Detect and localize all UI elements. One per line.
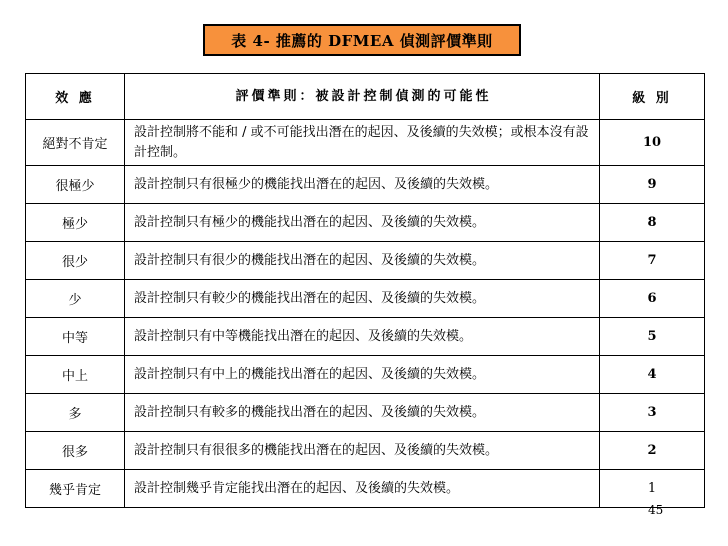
row-effect: 極少 xyxy=(26,204,125,242)
row-rank: 9 xyxy=(600,166,705,204)
row-effect: 多 xyxy=(26,394,125,432)
table-row xyxy=(26,242,705,280)
row-criteria: 設計控制只有很少的機能找出潛在的起因、及後續的失效模。 xyxy=(125,242,600,280)
row-criteria: 設計控制只有極少的機能找出潛在的起因、及後續的失效模。 xyxy=(125,204,600,242)
header-criteria: 評價準則：被設計控制偵測的可能性 xyxy=(125,74,600,120)
page-number: 45 xyxy=(648,503,664,517)
row-effect: 絕對不肯定 xyxy=(26,120,125,166)
row-effect: 中上 xyxy=(26,356,125,394)
row-criteria: 設計控制只有很極少的機能找出潛在的起因、及後續的失效模。 xyxy=(125,166,600,204)
table-row xyxy=(26,470,705,508)
row-rank: 7 xyxy=(600,242,705,280)
row-criteria: 設計控制只有很很多的機能找出潛在的起因、及後續的失效模。 xyxy=(125,432,600,470)
row-effect: 很多 xyxy=(26,432,125,470)
table-row xyxy=(26,166,705,204)
row-rank: 2 xyxy=(600,432,705,470)
row-rank: 1 xyxy=(600,470,705,508)
table-row xyxy=(26,356,705,394)
row-effect: 幾乎肯定 xyxy=(26,470,125,508)
row-rank: 3 xyxy=(600,394,705,432)
detection-criteria-table xyxy=(25,73,705,508)
row-rank: 5 xyxy=(600,318,705,356)
row-criteria: 設計控制只有中上的機能找出潛在的起因、及後續的失效模。 xyxy=(125,356,600,394)
table-row xyxy=(26,432,705,470)
table-row xyxy=(26,394,705,432)
header-effect: 效 應 xyxy=(26,74,125,120)
row-rank: 4 xyxy=(600,356,705,394)
table-row xyxy=(26,318,705,356)
row-criteria: 設計控制只有較多的機能找出潛在的起因、及後續的失效模。 xyxy=(125,394,600,432)
table-row xyxy=(26,120,705,166)
row-rank: 8 xyxy=(600,204,705,242)
row-criteria: 設計控制將不能和 / 或不可能找出潛在的起因、及後續的失效模；或根本沒有設計控制。 xyxy=(125,120,600,166)
row-effect: 中等 xyxy=(26,318,125,356)
row-effect: 很少 xyxy=(26,242,125,280)
header-rank: 級 別 xyxy=(600,74,705,120)
table-row xyxy=(26,280,705,318)
row-effect: 很極少 xyxy=(26,166,125,204)
row-criteria: 設計控制幾乎肯定能找出潛在的起因、及後續的失效模。 xyxy=(125,470,600,508)
row-criteria: 設計控制只有較少的機能找出潛在的起因、及後續的失效模。 xyxy=(125,280,600,318)
page-title: 表 4- 推薦的 DFMEA 偵測評價準則 xyxy=(203,24,521,56)
row-effect: 少 xyxy=(26,280,125,318)
row-rank: 6 xyxy=(600,280,705,318)
row-criteria: 設計控制只有中等機能找出潛在的起因、及後續的失效模。 xyxy=(125,318,600,356)
table-row xyxy=(26,204,705,242)
row-rank: 10 xyxy=(600,120,705,166)
table-header-row xyxy=(26,74,705,120)
